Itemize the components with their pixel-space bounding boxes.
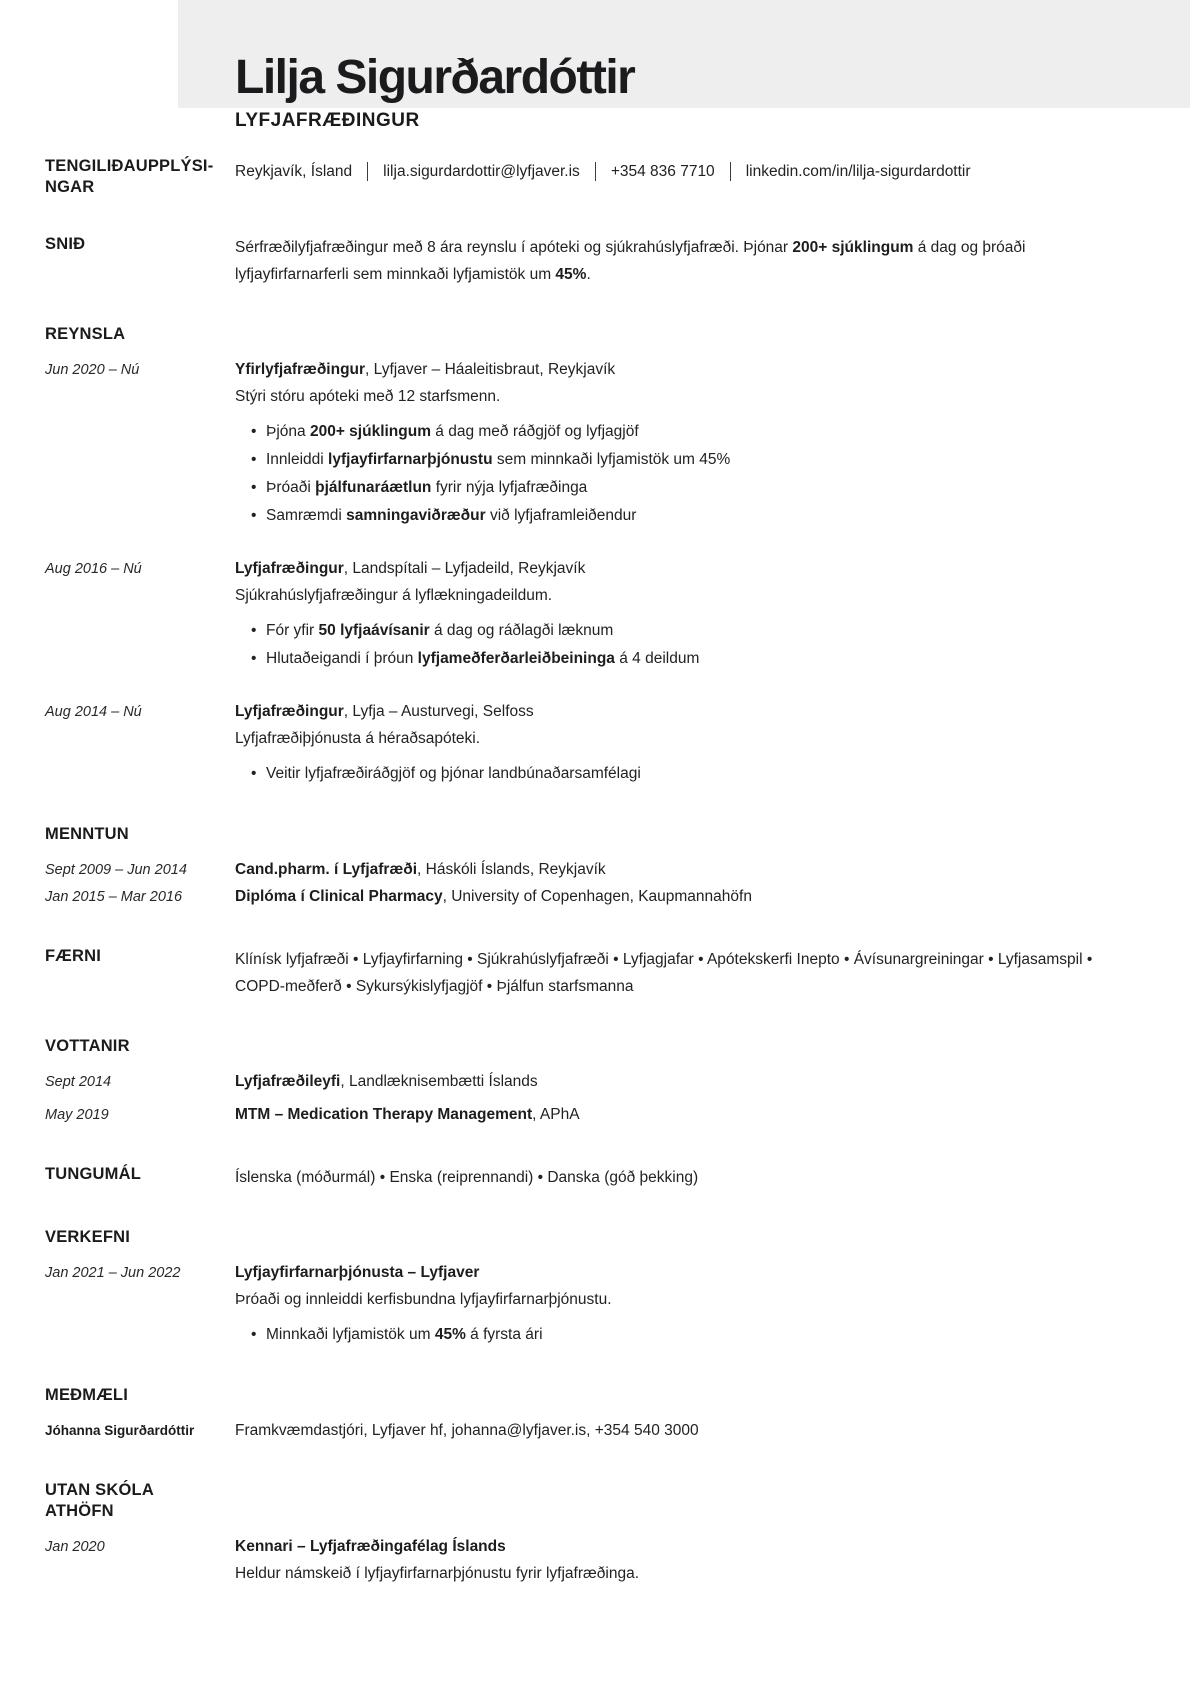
section-label-certifications: VOTTANIR <box>45 1037 130 1056</box>
entry-date: Jun 2020 – Nú <box>45 362 140 379</box>
divider <box>595 162 596 181</box>
contact-location: Reykjavík, Ísland <box>235 163 353 181</box>
reference-entry <box>45 1417 1140 1444</box>
person-name: Lilja Sigurðardóttir <box>235 51 635 104</box>
summary-paragraph: Sérfræðilyfjafræðingur með 8 ára reynslu í apóteki og sjúkrahúslyfjafræði. Þjónar 200+ sjúklingum á dag og þróaði lyfjayfirfarnarferli sem minnkaði lyfjamistök um 45%. <box>235 239 1026 284</box>
entry-bullets <box>235 760 1140 788</box>
entry-bullets <box>235 617 1140 673</box>
skills-list: Klínísk lyfjafræði • Lyfjayfirfarning • Sjúkrahúslyfjafræði • Lyfjagjafar • Apótekskerfi Inepto • Ávísunargreiningar • Lyfjasamspil • COPD-meðferð • Sykursýkislyfjagjöf • Þjálfun starfsmanna <box>235 951 1093 996</box>
entry-body <box>235 356 1140 530</box>
bullet-item: • Hlutaðeigandi í þróun lyfjameðferðarleiðbeininga á 4 deildum <box>235 645 1140 673</box>
certification-entry <box>45 1068 1140 1095</box>
entry-title: Lyfjafræðingur, Lyfja – Austurvegi, Selfoss <box>235 703 534 721</box>
reference-name: Jóhanna Sigurðardóttir <box>45 1423 195 1439</box>
entry-body <box>235 555 1140 673</box>
section-header-projects <box>45 1227 1140 1248</box>
section-label-contact: TENGILIÐAUPPLÝSINGAR <box>45 157 214 197</box>
entry-body <box>235 1533 1140 1587</box>
entry-body <box>235 698 1140 788</box>
project-title: Lyfjayfirfarnarþjónusta – Lyfjaver <box>235 1264 480 1282</box>
person-job-title: LYFJAFRÆÐINGUR <box>235 110 420 132</box>
entry-bullets <box>235 1321 1140 1349</box>
section-label-skills: FÆRNI <box>45 947 101 966</box>
section-summary <box>45 234 1140 288</box>
entry-body <box>235 1259 1140 1349</box>
experience-entry <box>45 555 1140 673</box>
experience-entry <box>45 698 1140 788</box>
entry-bullets <box>235 418 1140 530</box>
entry-subtitle: Sjúkrahúslyfjafræðingur á lyflækningadeildum. <box>235 587 553 605</box>
project-subtitle: Þróaði og innleiddi kerfisbundna lyfjayfirfarnarþjónustu. <box>235 1291 612 1309</box>
entry-title: Yfirlyfjafræðingur, Lyfjaver – Háaleitisbraut, Reykjavík <box>235 361 616 379</box>
header <box>235 0 1140 132</box>
entry-subtitle: Stýri stóru apóteki með 12 starfsmenn. <box>235 388 501 406</box>
entry-date: Jan 2020 <box>45 1539 105 1556</box>
section-projects <box>45 1227 1140 1349</box>
section-label-education: MENNTUN <box>45 825 129 844</box>
education-degree: Diplóma í Clinical Pharmacy, University of Copenhagen, Kaupmannahöfn <box>235 888 752 906</box>
bullet-item: • Þjóna 200+ sjúklingum á dag með ráðgjöf og lyfjagjöf <box>235 418 1140 446</box>
entry-date: Jan 2021 – Jun 2022 <box>45 1265 181 1282</box>
entry-date: Aug 2016 – Nú <box>45 561 142 578</box>
section-references <box>45 1385 1140 1444</box>
contact-email: lilja.sigurdardottir@lyfjaver.is <box>383 163 580 181</box>
section-label-languages: TUNGUMÁL <box>45 1165 141 1184</box>
section-label-extracurricular: UTAN SKÓLA ATHÖFN <box>45 1481 154 1521</box>
section-experience <box>45 324 1140 788</box>
section-skills <box>45 946 1140 1000</box>
section-header-certifications <box>45 1036 1140 1057</box>
section-header-experience <box>45 324 1140 345</box>
reference-details: Framkvæmdastjóri, Lyfjaver hf, johanna@lyfjaver.is, +354 540 3000 <box>235 1422 699 1440</box>
contact-line <box>235 156 1140 185</box>
section-label-references: MEÐMÆLI <box>45 1386 128 1405</box>
certification-title: MTM – Medication Therapy Management, APhA <box>235 1106 580 1124</box>
section-header-references <box>45 1385 1140 1406</box>
entry-date: May 2019 <box>45 1107 109 1124</box>
education-degree: Cand.pharm. í Lyfjafræði, Háskóli Íslands, Reykjavík <box>235 861 606 879</box>
experience-entry <box>45 356 1140 530</box>
education-entry <box>45 856 1140 883</box>
section-education <box>45 824 1140 910</box>
entry-date: Sept 2014 <box>45 1074 112 1091</box>
divider <box>367 162 368 181</box>
bullet-item: • Innleiddi lyfjayfirfarnarþjónustu sem minnkaði lyfjamistök um 45% <box>235 446 1140 474</box>
contact-phone: +354 836 7710 <box>610 163 715 181</box>
bullet-item: • Þróaði þjálfunaráætlun fyrir nýja lyfjafræðinga <box>235 474 1140 502</box>
extracurricular-subtitle: Heldur námskeið í lyfjayfirfarnarþjónustu fyrir lyfjafræðinga. <box>235 1565 640 1583</box>
section-header-education <box>45 824 1140 845</box>
section-extracurricular <box>45 1480 1140 1587</box>
education-entry <box>45 883 1140 910</box>
certification-entry <box>45 1101 1140 1128</box>
languages-list: Íslenska (móðurmál) • Enska (reiprennandi) • Danska (góð þekking) <box>235 1169 699 1187</box>
section-contact <box>45 156 1140 198</box>
extracurricular-entry <box>45 1533 1140 1587</box>
section-label-summary: SNIÐ <box>45 235 86 254</box>
bullet-item: • Fór yfir 50 lyfjaávísanir á dag og ráðlagði læknum <box>235 617 1140 645</box>
entry-date: Jan 2015 – Mar 2016 <box>45 889 183 906</box>
entry-date: Aug 2014 – Nú <box>45 704 142 721</box>
certification-title: Lyfjafræðileyfi, Landlæknisembætti Íslands <box>235 1073 538 1091</box>
contact-linkedin: linkedin.com/in/lilja-sigurdardottir <box>745 163 971 181</box>
section-certifications <box>45 1036 1140 1128</box>
bullet-item: • Samræmdi samningaviðræður við lyfjaframleiðendur <box>235 502 1140 530</box>
divider <box>730 162 731 181</box>
entry-subtitle: Lyfjafræðiþjónusta á héraðsapóteki. <box>235 730 480 748</box>
section-languages <box>45 1164 1140 1191</box>
section-label-experience: REYNSLA <box>45 325 126 344</box>
section-label-projects: VERKEFNI <box>45 1228 131 1247</box>
bullet-item: • Veitir lyfjafræðiráðgjöf og þjónar landbúnaðarsamfélagi <box>235 760 1140 788</box>
bullet-item: • Minnkaði lyfjamistök um 45% á fyrsta ári <box>235 1321 1140 1349</box>
entry-title: Lyfjafræðingur, Landspítali – Lyfjadeild, Reykjavík <box>235 560 586 578</box>
entry-date: Sept 2009 – Jun 2014 <box>45 862 187 879</box>
section-header-extracurricular <box>45 1480 1140 1522</box>
extracurricular-title: Kennari – Lyfjafræðingafélag Íslands <box>235 1538 506 1556</box>
project-entry <box>45 1259 1140 1349</box>
